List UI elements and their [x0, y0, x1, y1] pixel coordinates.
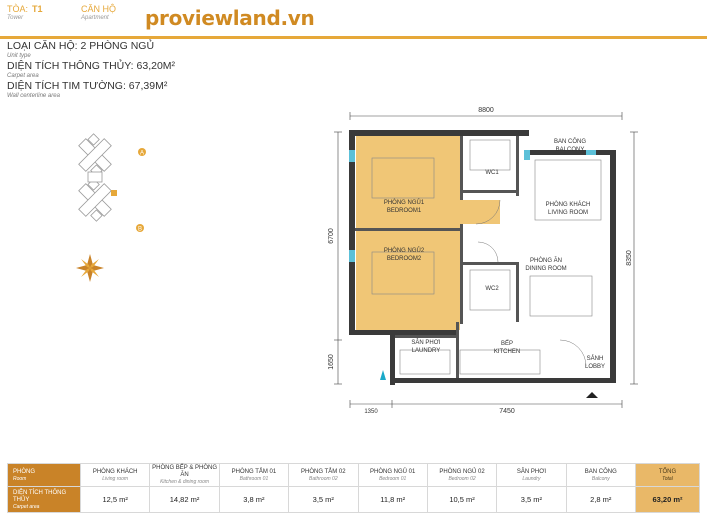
door-swings: [476, 200, 589, 366]
current-unit-marker: [111, 190, 117, 196]
room-dining-en: DINING ROOM: [525, 266, 567, 272]
col-bath2-sub: Bathroom 02: [308, 475, 338, 482]
table-value-row: [8, 487, 700, 513]
room-balcony: BAN CÔNG: [553, 139, 587, 145]
compass-icon: [76, 254, 104, 282]
col-living-sub: Living room: [102, 475, 129, 482]
col-total: [636, 464, 700, 487]
value-bath1: 3,8 m²: [219, 487, 288, 513]
col-bed1-sub: Bedroom 01: [379, 475, 407, 482]
tower-sub: Tower: [7, 15, 24, 21]
room-bed2: PHÒNG NGỦ2: [383, 248, 425, 254]
col-kitchen-dining-sub: Kitchen & dining room: [160, 479, 210, 485]
col-balcony-title: BAN CÔNG: [584, 468, 617, 475]
marker-a: A: [139, 150, 145, 157]
dim-bottom-right: 7450: [499, 408, 515, 415]
tower-label: TÒA:: [7, 4, 29, 14]
apartment-block: [81, 4, 116, 21]
carpet-area-sub: Carpet area: [7, 73, 39, 79]
col-bed2-sub: Bedroom 02: [448, 475, 476, 482]
row-label-room-sub: Room: [13, 475, 27, 482]
value-balcony: 2,8 m²: [566, 487, 635, 513]
room-bed1-en: BEDROOM1: [386, 208, 422, 214]
table-header-row: [8, 464, 700, 487]
room-dining: PHÒNG ĂN: [529, 258, 563, 264]
laundry-arrow-icon: [380, 370, 386, 380]
entrance-arrow-icon: [586, 392, 598, 398]
value-laundry: 3,5 m²: [497, 487, 566, 513]
room-laundry: SÂN PHƠI: [411, 340, 441, 346]
value-bed2: 10,5 m²: [427, 487, 496, 513]
value-bed1: 11,8 m²: [358, 487, 427, 513]
row-label-area-sub: Carpet area: [13, 503, 40, 510]
room-kitchen-en: KITCHEN: [493, 349, 521, 355]
area-table: [7, 463, 700, 513]
dim-left: 6700: [328, 228, 335, 244]
unit-type-sub: Unit type: [7, 53, 31, 59]
room-living-en: LIVING ROOM: [547, 210, 589, 216]
col-laundry: [497, 464, 566, 487]
room-lobby-en: LOBBY: [584, 364, 606, 370]
unit-type: LOẠI CĂN HỘ: 2 PHÒNG NGỦ: [7, 40, 155, 52]
col-bath2-title: PHÒNG TẮM 02: [301, 468, 346, 475]
col-bath1: [219, 464, 288, 487]
col-balcony-sub: Balcony: [591, 475, 610, 482]
col-total-title: TỔNG: [658, 468, 677, 475]
bedroom-highlight: [356, 135, 500, 330]
col-bath1-sub: Bathroom 01: [239, 475, 269, 482]
header-bar: [0, 0, 707, 39]
value-total: 63,20 m²: [636, 487, 700, 513]
room-living: PHÒNG KHÁCH: [545, 202, 591, 208]
apartment-label: CĂN HỘ: [81, 4, 117, 14]
col-bath2: [289, 464, 358, 487]
col-kitchen-dining-title: PHÒNG BẾP & PHÒNG ĂN: [152, 465, 218, 478]
col-bed1: [358, 464, 427, 487]
tower-block: [7, 4, 43, 21]
room-kitchen: BẾP: [500, 341, 514, 347]
col-living-title: PHÒNG KHÁCH: [92, 468, 138, 475]
tower-value: T1: [32, 4, 43, 14]
col-kitchen-dining: [150, 464, 219, 487]
col-laundry-title: SÂN PHƠI: [516, 468, 547, 475]
wall-area-sub: Wall centerline area: [7, 93, 60, 99]
dim-bottom-left: 1350: [364, 409, 378, 415]
row-label-room: [8, 464, 81, 487]
col-laundry-sub: Laundry: [522, 475, 541, 482]
key-plan: [60, 120, 170, 290]
floor-plan: [300, 100, 640, 420]
marker-b: B: [137, 226, 143, 233]
dim-right: 8350: [626, 250, 633, 266]
col-balcony: [566, 464, 635, 487]
room-bed2-en: BEDROOM2: [386, 256, 422, 262]
room-wc1: WC1: [485, 170, 499, 176]
col-living: [81, 464, 150, 487]
wall-area: DIỆN TÍCH TIM TƯỜNG: 67,39M²: [7, 80, 168, 92]
room-laundry-en: LAUNDRY: [411, 348, 441, 354]
room-bed1: PHÒNG NGỦ1: [383, 200, 425, 206]
col-bath1-title: PHÒNG TẮM 01: [231, 468, 277, 475]
room-lobby: SẢNH: [586, 356, 604, 362]
col-bed2-title: PHÒNG NGỦ 02: [439, 468, 485, 475]
value-kitchen-dining: 14,82 m²: [150, 487, 219, 513]
carpet-area: DIỆN TÍCH THÔNG THỦY: 63,20M²: [7, 60, 176, 72]
row-label-area: [8, 487, 81, 513]
row-label-room-text: PHÒNG: [13, 468, 36, 475]
col-total-sub: Total: [662, 475, 673, 482]
brand-logo-text[interactable]: proviewland.vn: [145, 6, 315, 30]
unit-info: [7, 40, 175, 100]
value-bath2: 3,5 m²: [289, 487, 358, 513]
apartment-sub: Apartment: [81, 15, 109, 21]
room-balcony-en: BALCONY: [555, 147, 585, 153]
col-bed1-title: PHÒNG NGỦ 01: [370, 468, 416, 475]
value-living: 12,5 m²: [81, 487, 150, 513]
room-wc2: WC2: [485, 286, 499, 292]
col-bed2: [427, 464, 496, 487]
dim-left-bottom: 1650: [328, 354, 335, 370]
row-label-area-text: DIỆN TÍCH THÔNG THỦY: [13, 489, 67, 503]
dim-top: 8800: [478, 107, 494, 114]
